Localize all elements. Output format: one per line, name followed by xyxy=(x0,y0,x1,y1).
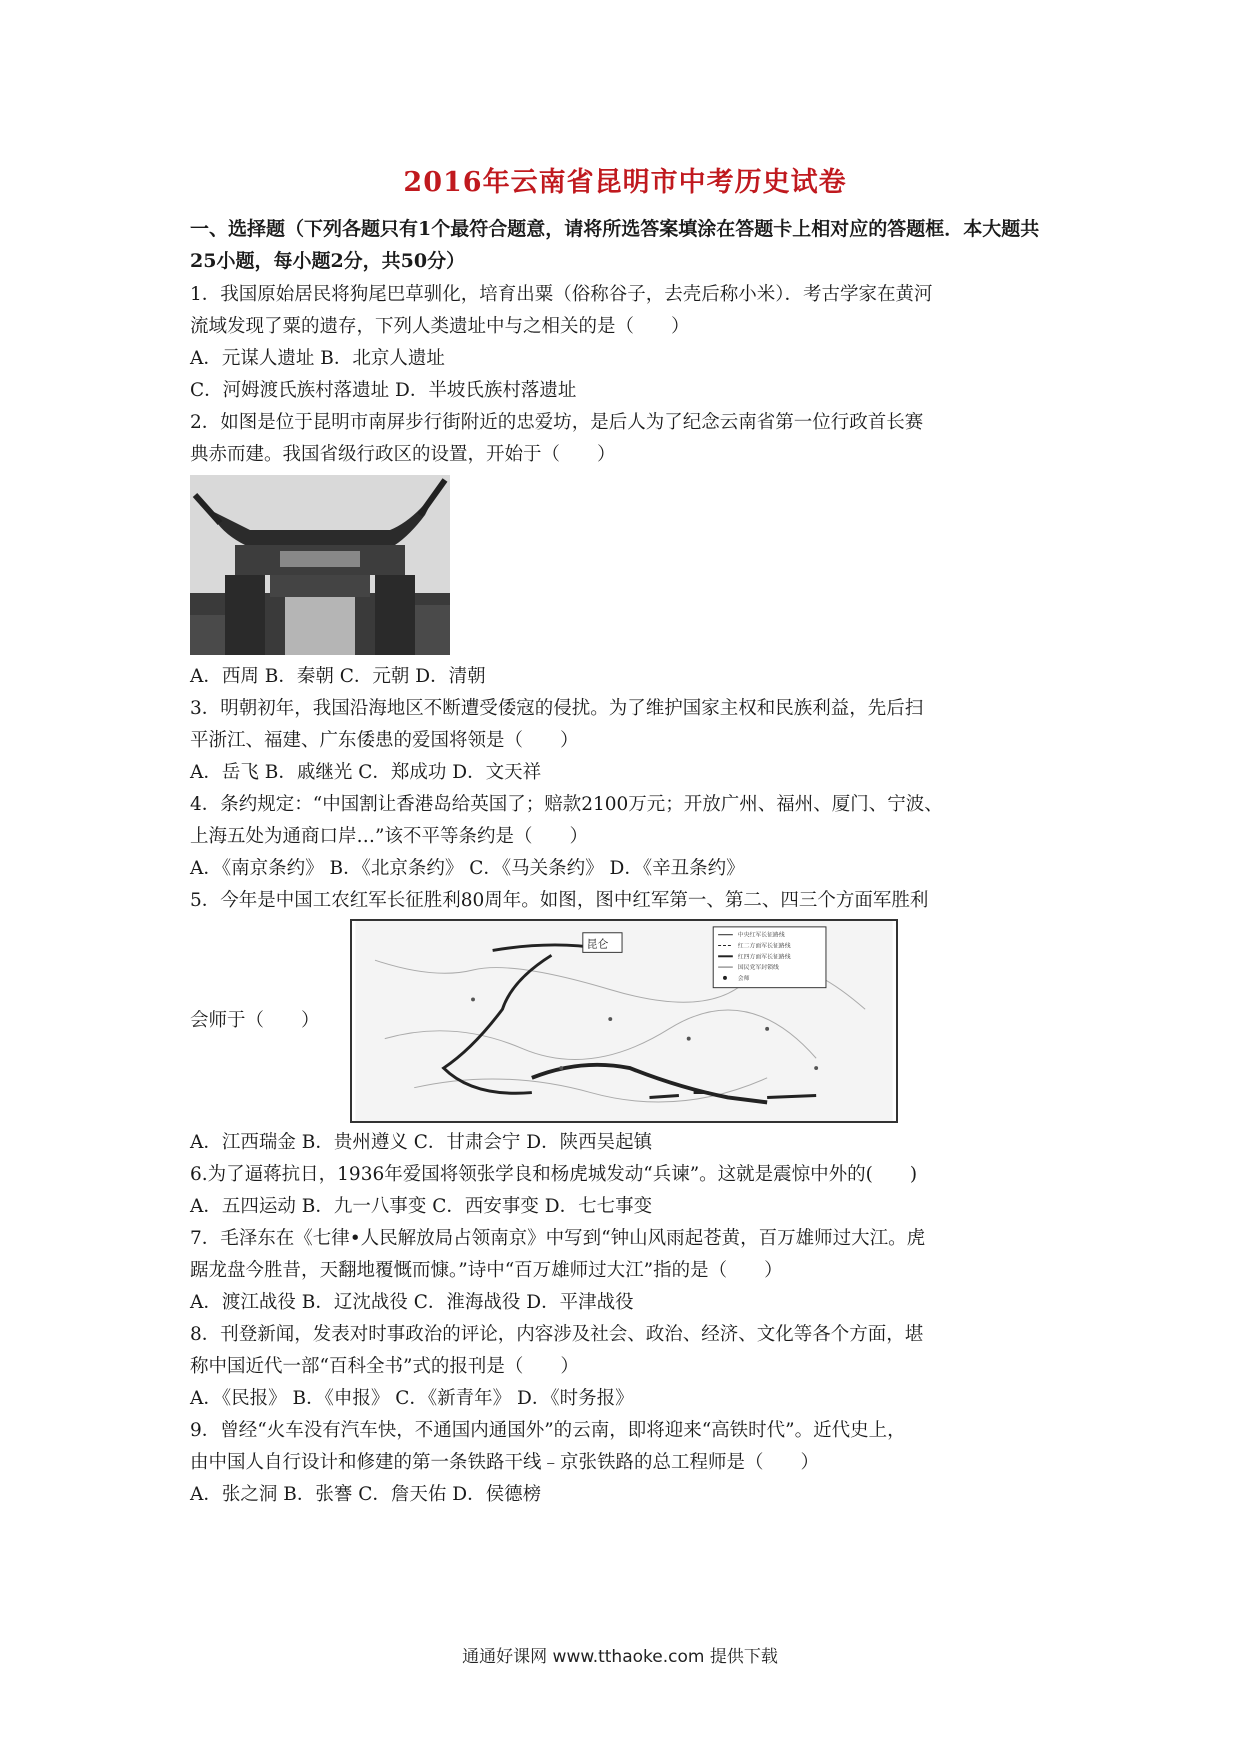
page-footer: 通通好课网 www.tthaoke.com 提供下载 xyxy=(462,1647,778,1667)
question-4 xyxy=(190,789,1060,885)
question-8 xyxy=(190,1319,1060,1415)
question-options: A．元谋人遗址 B．北京人遗址 xyxy=(190,348,445,369)
question-stem-line: 3．明朝初年，我国沿海地区不断遭受倭寇的侵扰。为了维护国家主权和民族利益，先后扫 xyxy=(190,698,924,719)
question-options: A．江西瑞金 B．贵州遵义 C．甘肃会宁 D．陕西吴起镇 xyxy=(190,1132,653,1153)
question-stem-line: 6.为了逼蒋抗日，1936年爱国将领张学良和杨虎城发动“兵谏”。这就是震惊中外的( ) xyxy=(190,1164,918,1185)
question-stem-line: 1．我国原始居民将狗尾巴草驯化，培育出粟（俗称谷子，去壳后称小米）．考古学家在黄河 xyxy=(190,284,933,305)
question-stem-line: 4．条约规定：“中国割让香港岛给英国了；赔款2100万元；开放广州、福州、厦门、宁波、 xyxy=(190,794,943,815)
map-legend-item: 国民党军封锁线 xyxy=(737,965,779,972)
zhongai-archway-photo xyxy=(190,475,450,655)
question-9 xyxy=(190,1415,1060,1511)
question-stem-line: 上海五处为通商口岸…”该不平等条约是（ ） xyxy=(190,826,588,847)
question-options: A．《民报》 B．《申报》 C．《新青年》 D．《时务报》 xyxy=(190,1388,634,1409)
section-heading: 一、选择题（下列各题只有1个最符合题意，请将所选答案填涂在答题卡上相对应的答题框．本大题共25小题，每小题2分，共50分） xyxy=(190,218,1040,272)
question-6 xyxy=(190,1159,1060,1223)
question-options: A．张之洞 B．张謇 C．詹天佑 D．侯德榜 xyxy=(190,1484,542,1505)
question-stem-line: 会师于（ ） xyxy=(190,1010,320,1031)
question-stem-line: 由中国人自行设计和修建的第一条铁路干线﹣京张铁路的总工程师是（ ） xyxy=(190,1452,820,1473)
question-stem-line: 5．今年是中国工农红军长征胜利80周年。如图，图中红军第一、第二、四三个方面军胜利 xyxy=(190,890,929,911)
question-3 xyxy=(190,693,1060,789)
question-stem-line: 7．毛泽东在《七律•人民解放局占领南京》中写到“钟山风雨起苍黄，百万雄师过大江。虎 xyxy=(190,1228,926,1249)
long-march-route-map xyxy=(350,919,898,1123)
map-legend-item: 中央红军长征路线 xyxy=(737,932,785,939)
question-stem-line: 8．刊登新闻，发表对时事政治的评论，内容涉及社会、政治、经济、文化等各个方面，堪 xyxy=(190,1324,924,1345)
question-options: A．《南京条约》 B．《北京条约》 C．《马关条约》 D．《辛丑条约》 xyxy=(190,858,745,879)
question-stem-line: 2．如图是位于昆明市南屏步行街附近的忠爱坊，是后人为了纪念云南省第一位行政首长赛 xyxy=(190,412,924,433)
question-1 xyxy=(190,279,1060,407)
question-stem-line: 流域发现了粟的遗存，下列人类遗址中与之相关的是（ ） xyxy=(190,316,690,337)
question-2 xyxy=(190,407,1060,693)
question-options: A．西周 B．秦朝 C．元朝 D．清朝 xyxy=(190,666,486,687)
question-5 xyxy=(190,885,1060,1159)
map-legend-item: 红四方面军长征路线 xyxy=(737,954,791,961)
map-legend-item: 红二方面军长征路线 xyxy=(737,943,791,950)
question-stem-line: 踞龙盘今胜昔，天翻地覆慨而慷。”诗中“百万雄师过大江”指的是（ ） xyxy=(190,1260,783,1281)
question-options: A．渡江战役 B．辽沈战役 C．淮海战役 D．平津战役 xyxy=(190,1292,634,1313)
question-options: A．岳飞 B．戚继光 C．郑成功 D．文天祥 xyxy=(190,762,542,783)
map-legend-item: 会师 xyxy=(737,975,750,982)
question-stem-line: 9．曾经“火车没有汽车快，不通国内通国外”的云南，即将迎来“高铁时代”。近代史上， xyxy=(190,1420,906,1441)
question-stem-line: 典赤而建。我国省级行政区的设置，开始于（ ） xyxy=(190,444,616,465)
question-options: A．五四运动 B．九一八事变 C．西安事变 D．七七事变 xyxy=(190,1196,653,1217)
question-options: C．河姆渡氏族村落遗址 D．半坡氏族村落遗址 xyxy=(190,380,577,401)
question-stem-line: 称中国近代一部“百科全书”式的报刊是（ ） xyxy=(190,1356,579,1377)
question-stem-line: 平浙江、福建、广东倭患的爱国将领是（ ） xyxy=(190,730,579,751)
question-7 xyxy=(190,1223,1060,1319)
exam-page xyxy=(190,160,1060,1511)
exam-title: 2016年云南省昆明市中考历史试卷 xyxy=(403,167,847,198)
map-city-label: 昆仑 xyxy=(586,937,609,951)
